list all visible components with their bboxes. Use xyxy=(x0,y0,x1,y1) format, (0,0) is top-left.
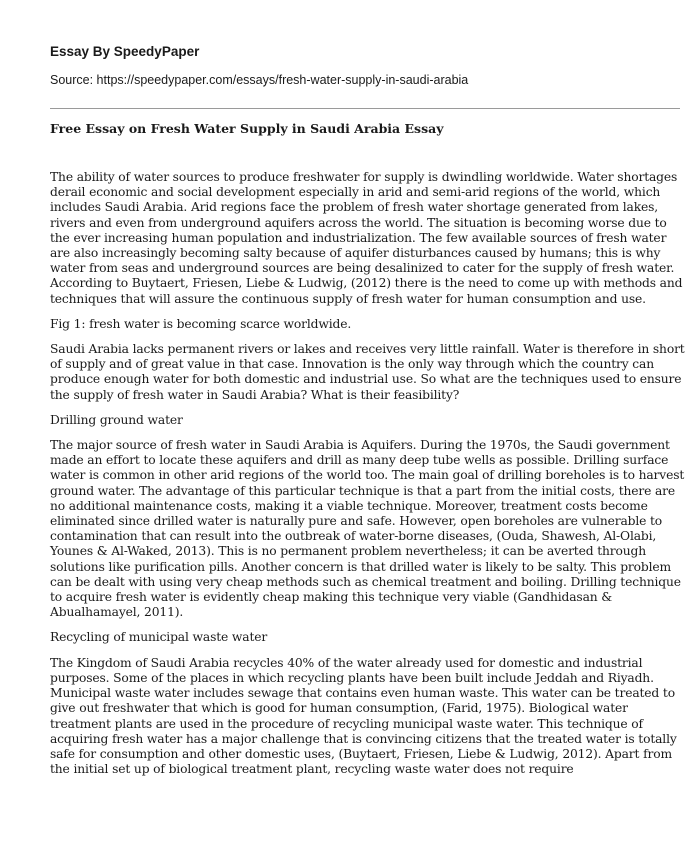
essay-body xyxy=(50,170,686,787)
publisher-title: Essay By SpeedyPaper xyxy=(50,44,200,59)
essay-title: Free Essay on Fresh Water Supply in Saudi Arabia Essay xyxy=(50,121,444,136)
subheading-recycling: Recycling of municipal waste water xyxy=(50,630,268,645)
paragraph-recycling: The Kingdom of Saudi Arabia recycles 40% of the water already used for domestic and industrial purposes. Some of the places in which recycling plants have been built include Jeddah and Riyadh. Municipal waste water includes sewage that contains even human waste. This water can be treated to give out freshwater that which is good for human consumption, (Farid, 1975). Biological water treatment plants are used in the procedure of recycling municipal waste water. This technique of acquiring fresh water has a major challenge that is convincing citizens that the treated water is totally safe for consumption and other domestic uses, (Buytaert, Friesen, Liebe & Ludwig, 2012). Apart from the initial set up of biological treatment plant, recycling waste water does not require xyxy=(50,655,677,777)
paragraph-intro: The ability of water sources to produce freshwater for supply is dwindling worldwide. Water shortages derail economic and social development especially in arid and semi-arid regions of the world, which includes Saudi Arabia. Arid regions face the problem of fresh water shortage generated from lakes, rivers and even from underground aquifers across the world. The situation is becoming worse due to the ever increasing human population and industrialization. The few available sources of fresh water are also increasingly becoming salty because of aquifer disturbances caused by humans; this is why water from seas and underground sources are being desalinized to cater for the supply of fresh water. According to Buytaert, Friesen, Liebe & Ludwig, (2012) there is the need to come up with methods and techniques that will assure the continuous supply of fresh water for human consumption and use. xyxy=(50,170,683,306)
figure-caption: Fig 1: fresh water is becoming scarce worldwide. xyxy=(50,316,352,331)
subheading-drilling: Drilling ground water xyxy=(50,412,183,427)
source-url: Source: https://speedypaper.com/essays/fresh-water-supply-in-saudi-arabia xyxy=(50,73,469,87)
header-divider xyxy=(50,108,680,109)
paragraph-drilling: The major source of fresh water in Saudi Arabia is Aquifers. During the 1970s, the Saudi government made an effort to locate these aquifers and drill as many deep tube wells as possible. Drilling surface water is common in other arid regions of the world too. The main goal of drilling boreholes is to harvest ground water. The advantage of this particular technique is that a part from the initial costs, there are no additional maintenance costs, making it a viable technique. Moreover, treatment costs become eliminated since drilled water is naturally pure and safe. However, open boreholes are vulnerable to contamination that can result into the outbreak of water-borne diseases, (Ouda, Shawesh, Al-Olabi, Younes & Al-Waked, 2013). This is no permanent problem nevertheless; it can be averted through solutions like purification pills. Another concern is that drilled water is likely to be salty. This problem can be dealt with using very cheap methods such as chemical treatment and boiling. Drilling technique to acquire fresh water is evidently cheap making this technique very viable (Gandhidasan & Abualhamayel, 2011). xyxy=(50,438,685,620)
paragraph-saudi-arabia: Saudi Arabia lacks permanent rivers or lakes and receives very little rainfall. Water is therefore in short of supply and of great value in that case. Innovation is the only way through which the country can produce enough water for both domestic and industrial use. So what are the techniques used to ensure the supply of fresh water in Saudi Arabia? What is their feasibility? xyxy=(50,342,685,402)
